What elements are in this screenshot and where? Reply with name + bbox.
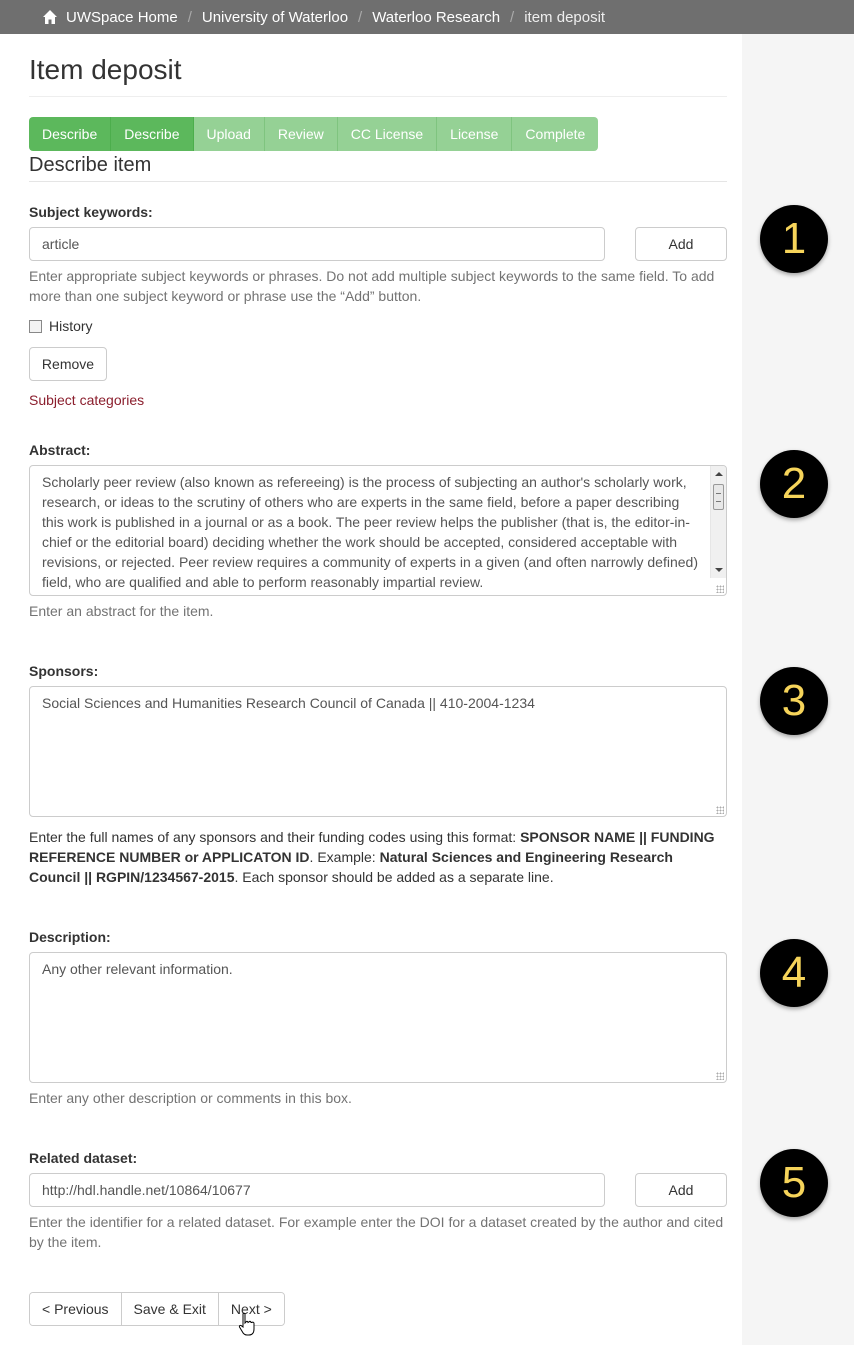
breadcrumb-separator: / <box>187 8 192 26</box>
description-help: Enter any other description or comments in this box. <box>29 1090 352 1106</box>
subject-keywords-input[interactable]: article <box>29 227 605 261</box>
sponsors-help-example: Natural Sciences and Engineering Research Council || RGPIN/1234567-2015 <box>29 849 673 885</box>
related-dataset-label: Related dataset: <box>29 1150 138 1166</box>
divider <box>29 96 727 97</box>
description-textarea[interactable] <box>29 952 727 1083</box>
submission-progress-bar <box>29 117 598 151</box>
save-exit-button[interactable]: Save & Exit <box>122 1293 219 1325</box>
related-dataset-add-button[interactable]: Add <box>635 1173 727 1207</box>
history-checkbox[interactable] <box>29 320 42 333</box>
progress-step-complete[interactable]: Complete <box>512 117 598 151</box>
sponsors-help-text: . Example: <box>309 849 380 865</box>
sponsors-help-text: Enter the full names of any sponsors and their funding codes using this format: <box>29 829 521 845</box>
next-button[interactable]: Next > <box>219 1293 284 1325</box>
scroll-up-arrow-icon[interactable] <box>715 472 723 476</box>
sponsors-text: Social Sciences and Humanities Research Council of Canada || 410-2004-1234 <box>42 695 535 711</box>
resize-grip-icon[interactable] <box>716 806 724 814</box>
progress-step-describe-1[interactable]: Describe <box>29 117 111 151</box>
related-dataset-input[interactable]: http://hdl.handle.net/10864/10677 <box>29 1173 605 1207</box>
resize-grip-icon[interactable] <box>716 1072 724 1080</box>
callout-badge-5: 5 <box>760 1149 828 1217</box>
abstract-textarea[interactable] <box>29 465 727 596</box>
history-checkbox-row[interactable] <box>29 318 93 334</box>
breadcrumb-waterloo-research[interactable]: Waterloo Research <box>372 8 501 26</box>
breadcrumb <box>42 0 605 34</box>
scroll-down-arrow-icon[interactable] <box>715 568 723 572</box>
breadcrumb-university-of-waterloo[interactable]: University of Waterloo <box>201 8 349 26</box>
abstract-label: Abstract: <box>29 442 91 458</box>
top-navigation-bar <box>0 0 854 34</box>
callout-badge-2: 2 <box>760 450 828 518</box>
subject-keywords-add-button[interactable]: Add <box>635 227 727 261</box>
subject-categories-link[interactable]: Subject categories <box>29 392 145 408</box>
resize-grip-icon[interactable] <box>716 585 724 593</box>
breadcrumb-uwspace-home[interactable]: UWSpace Home <box>66 8 178 26</box>
progress-step-review[interactable]: Review <box>265 117 338 151</box>
callout-badge-3: 3 <box>760 667 828 735</box>
section-title: Describe item <box>29 154 152 176</box>
subject-keywords-help: Enter appropriate subject keywords or phrases. Do not add multiple subject keywords to the same field. To add more than one subject keyword or phrase use the “Add” button. <box>29 268 715 304</box>
sponsors-help-text: . Each sponsor should be added as a separate line. <box>234 869 554 885</box>
remove-button[interactable]: Remove <box>29 347 107 381</box>
related-dataset-help: Enter the identifier for a related dataset. For example enter the DOI for a dataset created by the author and cited by the item. <box>29 1214 724 1250</box>
abstract-scrollbar[interactable] <box>710 466 726 578</box>
progress-step-describe-2[interactable]: Describe <box>111 117 193 151</box>
progress-step-license[interactable]: License <box>437 117 512 151</box>
sponsors-textarea[interactable] <box>29 686 727 817</box>
callout-badge-1: 1 <box>760 205 828 273</box>
page-title: Item deposit <box>29 54 182 85</box>
abstract-text: Scholarly peer review (also known as refereeing) is the process of subjecting an author's scholarly work, research, or ideas to the scrutiny of others who are experts in the same field, before a paper describing this work is published in a journal or as a book. The peer review helps the publisher (that is, the editor-in-chief or the editorial board) deciding whether the work should be accepted, considered acceptable with revisions, or rejected. Peer review requires a community of experts in a given (and often narrowly defined) field, who are qualified and able to perform reasonably impartial review. <box>42 474 698 590</box>
sponsors-label: Sponsors: <box>29 663 99 679</box>
progress-step-cc-license[interactable]: CC License <box>338 117 437 151</box>
breadcrumb-item-deposit: item deposit <box>524 8 606 26</box>
breadcrumb-separator: / <box>358 8 363 26</box>
callout-badge-4: 4 <box>760 939 828 1007</box>
abstract-help: Enter an abstract for the item. <box>29 603 214 619</box>
divider <box>29 181 727 182</box>
breadcrumb-separator: / <box>510 8 515 26</box>
history-checkbox-label: History <box>49 318 93 334</box>
description-label: Description: <box>29 929 111 945</box>
home-icon[interactable] <box>42 9 58 25</box>
description-text: Any other relevant information. <box>42 961 233 977</box>
hand-pointer-cursor-icon <box>237 1312 259 1338</box>
scrollbar-thumb[interactable] <box>713 484 724 510</box>
sponsors-help-format: SPONSOR NAME || FUNDING REFERENCE NUMBER or APPLICATON ID <box>29 829 715 865</box>
previous-button[interactable]: < Previous <box>30 1293 122 1325</box>
sponsors-help <box>29 827 727 887</box>
progress-step-upload[interactable]: Upload <box>194 117 265 151</box>
subject-keywords-label: Subject keywords: <box>29 204 153 220</box>
